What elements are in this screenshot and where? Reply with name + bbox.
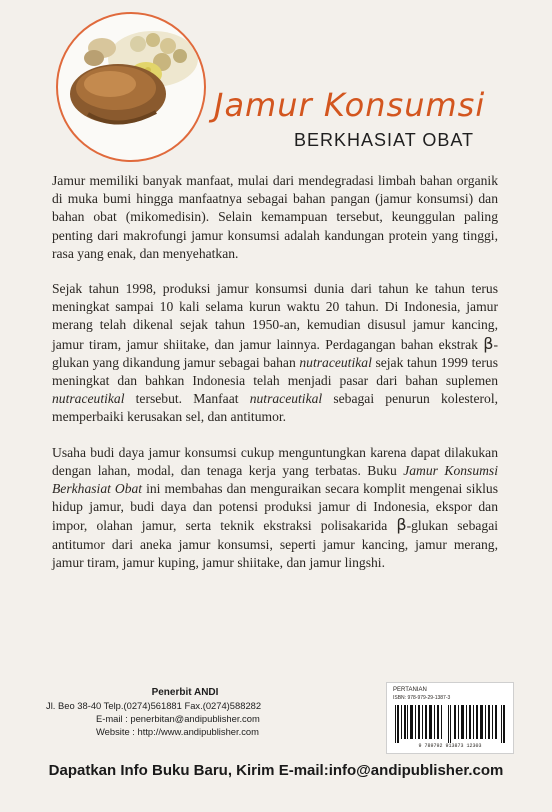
publisher-info xyxy=(40,686,330,738)
paragraph-2: Sejak tahun 1998, produksi jamur konsumsi dunia dari tahun ke tahun terus meningkat sampai 10 kali selama kurun waktu 20 tahun. Di Indonesia, jamur merang telah dikenal sejak tahun 1950-an, kemudian disusul jamur kancing, jamur tiram, jamur shiitake, dan jamur lainnya. Perdagangan bahan ekstrak β-glukan yang dikandung jamur sebagai bahan nutraceutikal sejak tahun 1999 terus meningkat dan bahkan Indonesia telah menjadi pasar dari bahan suplemen nutraceutikal tersebut. Manfaat nutraceutikal sebagai penurun kolesterol, memperbaiki kerusakan sel, dan antitumor. xyxy=(52,281,498,425)
brand-subtitle: BERKHASIAT OBAT xyxy=(294,130,475,150)
publisher-website: Website : http://www.andipublisher.com xyxy=(96,726,259,737)
publisher-name: Penerbit ANDI xyxy=(151,687,219,698)
paragraph-1: Jamur memiliki banyak manfaat, mulai dari mendegradasi limbah bahan organik di muka bumi hingga manfaatnya sebagai bahan pangan (jamur konsumsi) dan bahan obat (mikomedisin). Selain kemampuan tersebut, keunggulan paling penting dari makrofungi jamur konsumsi adalah kandungan protein yang tinggi, rasa yang enak, dan menyehatkan. xyxy=(52,173,498,261)
publisher-address: Jl. Beo 38-40 Telp.(0274)561881 Fax.(0274)588282 xyxy=(46,700,262,711)
barcode-icon xyxy=(393,705,507,743)
brand-title: Jamur Konsumsi xyxy=(214,86,486,124)
footer-promo: Dapatkan Info Buku Baru, Kirim E-mail:info@andipublisher.com xyxy=(48,762,504,779)
barcode-category: PERTANIAN xyxy=(393,687,427,693)
mushroom-photo xyxy=(56,12,206,162)
barcode-isbn: ISBN: 978-979-29-1387-3 xyxy=(393,695,451,701)
barcode-sticker xyxy=(386,682,514,754)
barcode-number: 9 789792 913873 12303 xyxy=(418,743,482,749)
paragraph-3: Usaha budi daya jamur konsumsi cukup menguntungkan karena dapat dilakukan dengan lahan, modal, dan tenaga kerja yang terbatas. Buku Jamur Konsumsi Berkhasiat Obat ini membahas dan menguraikan secara komplit mengenai siklus hidup jamur, budi daya dan potensi produksi jamur di Indonesia, ekspor dan impor, olahan jamur, serta teknik ekstraksi polisakarida β-glukan sebagai antitumor dari aneka jamur konsumsi, seperti jamur kancing, jamur merang, jamur tiram, jamur kuping, jamur shiitake, dan jamur lingshi. xyxy=(52,444,499,570)
publisher-email: E-mail : penerbitan@andipublisher.com xyxy=(96,713,260,724)
beta-symbol: β xyxy=(396,515,407,535)
book-title-italic: Jamur Konsumsi Berkhasiat Obat xyxy=(52,462,499,497)
mushroom-illustration xyxy=(58,14,204,160)
beta-symbol: β xyxy=(483,333,494,353)
blurb-text xyxy=(52,172,498,589)
